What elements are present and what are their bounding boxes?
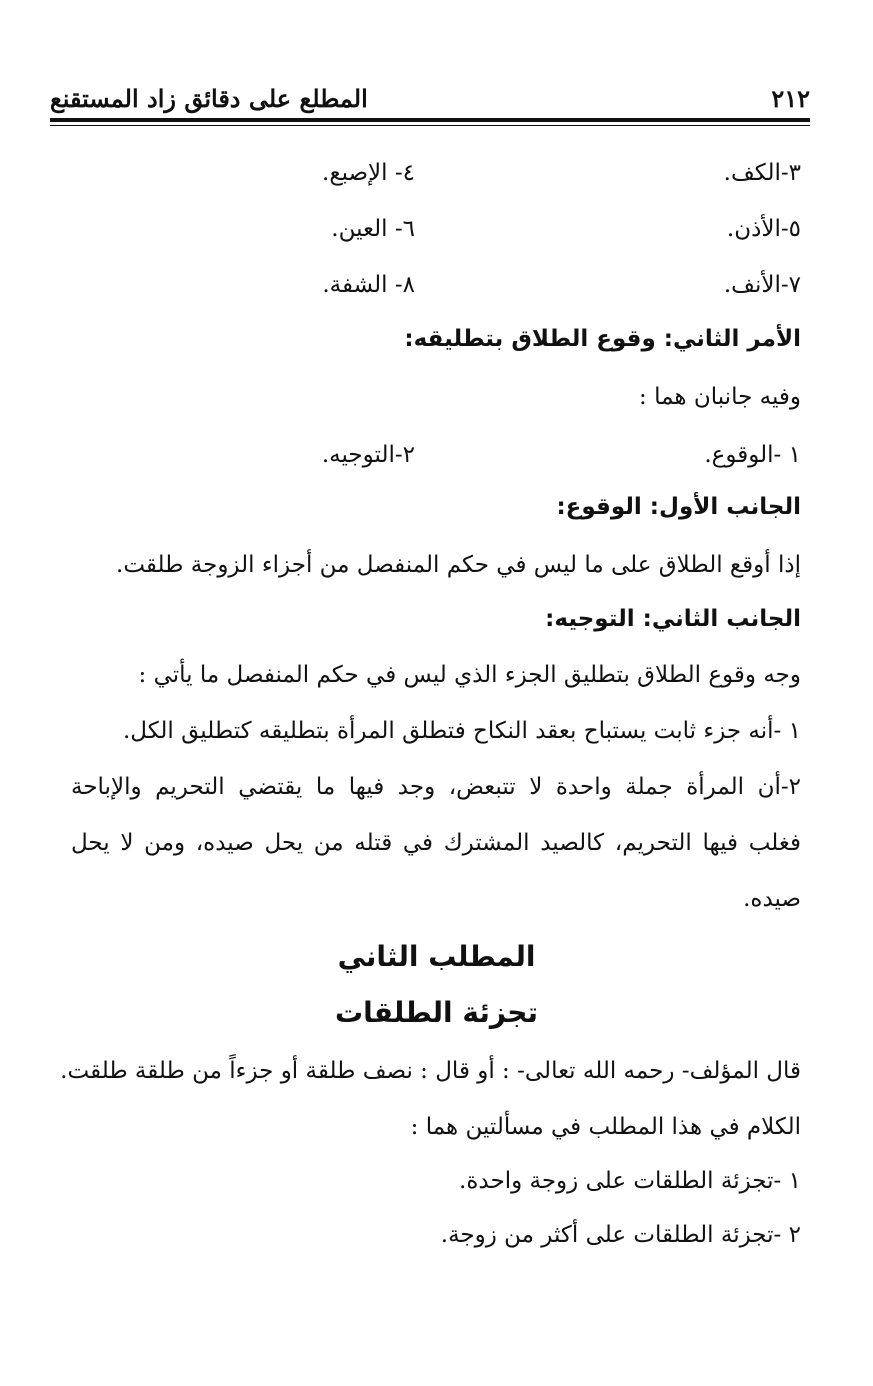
list-item: ٨- الشفة. (322, 272, 415, 298)
list-item: ٧-الأنف. (723, 272, 801, 298)
section-title: المطلب الثاني (337, 940, 536, 973)
list-item: ٦- العين. (331, 216, 415, 242)
reason-2-line: فغلب فيها التحريم، كالصيد المشترك في قتله من يحل صيده، ومن لا يحل (71, 830, 801, 856)
reason-1: ١ -أنه جزء ثابت يستباح بعقد النكاح فتطلق المرأة بتطليقه كتطليق الكل. (122, 718, 801, 744)
author-quote: قال المؤلف- رحمه الله تعالى- : أو قال : نصف طلقة أو جزءاً من طلقة طلقت. (60, 1058, 801, 1084)
issue-item: ١ -تجزئة الطلقات على زوجة واحدة. (459, 1168, 801, 1194)
aspect-item: ٢-التوجيه. (321, 442, 415, 468)
header-rule-thin (50, 125, 810, 126)
list-item: ٣-الكف. (723, 160, 801, 186)
issue-item: ٢ -تجزئة الطلقات على أكثر من زوجة. (440, 1222, 801, 1248)
page-header (50, 78, 810, 128)
header-rule-thick (50, 118, 810, 122)
first-aspect-heading: الجانب الأول: الوقوع: (556, 494, 801, 520)
discussion-intro: الكلام في هذا المطلب في مسألتين هما : (410, 1114, 801, 1140)
running-title: المطلع على دقائق زاد المستقنع (50, 84, 368, 113)
reason-2-line: صيده. (743, 886, 801, 912)
second-aspect-heading: الجانب الثاني: التوجيه: (545, 606, 801, 632)
reason-2-line: ٢-أن المرأة جملة واحدة لا تتبعض، وجد فيها ما يقتضي التحريم والإباحة (71, 774, 801, 800)
two-aspects-intro: وفيه جانبان هما : (639, 384, 801, 410)
reasoning-intro: وجه وقوع الطلاق بتطليق الجزء الذي ليس في حكم المنفصل ما يأتي : (138, 662, 801, 688)
section-subtitle: تجزئة الطلقات (335, 996, 538, 1029)
list-item: ٥-الأذن. (726, 216, 801, 242)
first-aspect-text: إذا أوقع الطلاق على ما ليس في حكم المنفصل من أجزاء الزوجة طلقت. (116, 552, 801, 578)
aspect-item: ١ -الوقوع. (704, 442, 801, 468)
page-number: ٢١٢ (771, 84, 810, 113)
second-matter-heading: الأمر الثاني: وقوع الطلاق بتطليقه: (404, 326, 801, 352)
list-item: ٤- الإصبع. (322, 160, 415, 186)
